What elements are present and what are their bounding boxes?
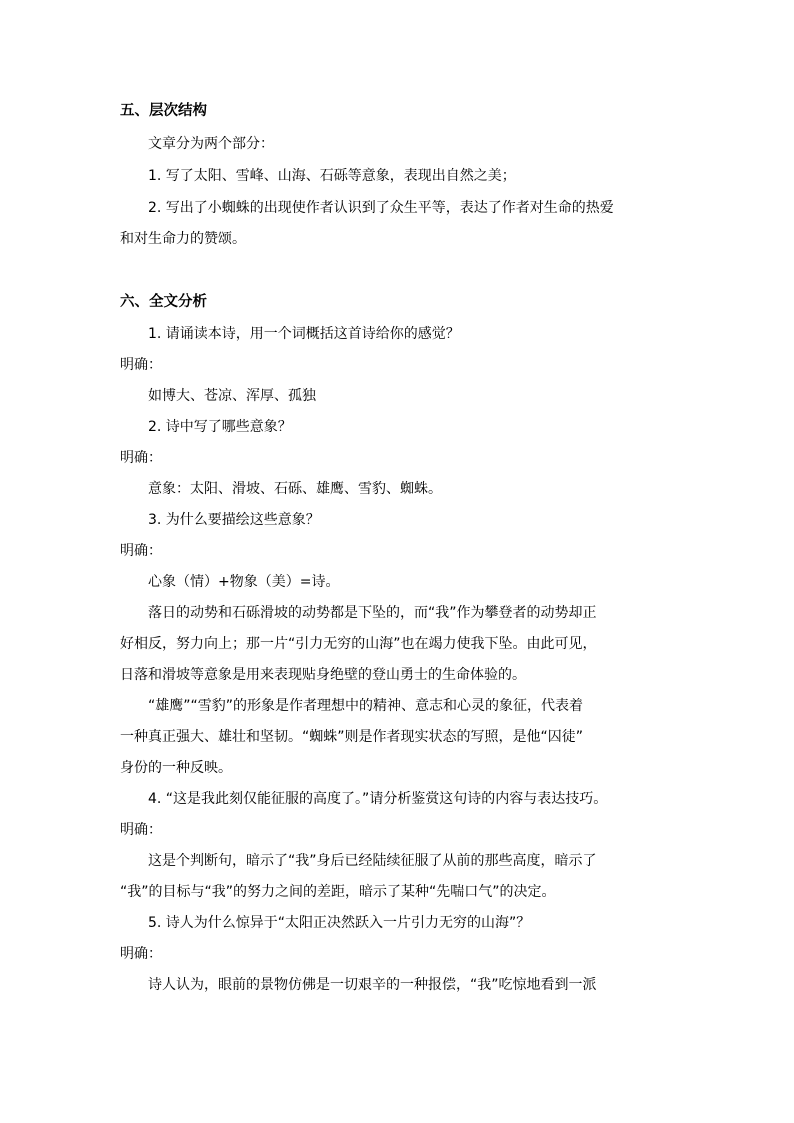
list-item: 1. 写了太阳、雪峰、山海、石砾等意象，表现出自然之美； <box>148 168 516 184</box>
section-heading-analysis: 六、全文分析 <box>120 294 207 310</box>
paragraph-line: 落日的动势和石砾滑坡的动势都是下坠的，而“我”作为攀登者的动势却正 <box>148 605 597 621</box>
question: 5. 诗人为什么惊异于“太阳正决然跃入一片引力无穷的山海”？ <box>148 915 531 931</box>
answer-label: 明确： <box>120 946 162 962</box>
question: 1. 请诵读本诗，用一个词概括这首诗给你的感觉？ <box>148 326 460 342</box>
question: 4. “这是我此刻仅能征服的高度了。”请分析鉴赏这句诗的内容与表达技巧。 <box>148 791 608 807</box>
paragraph-line: 一种真正强大、雄壮和坚韧。“蜘蛛”则是作者现实状态的写照，是他“囚徒” <box>120 729 584 745</box>
answer-label: 明确： <box>120 543 162 559</box>
paragraph-line: 诗人认为，眼前的景物仿佛是一切艰辛的一种报偿，“我”吃惊地看到一派 <box>148 977 597 993</box>
list-item-continuation: 和对生命力的赞颂。 <box>120 231 246 247</box>
paragraph-line: 好相反，努力向上；那一片“引力无穷的山海”也在竭力使我下坠。由此可见， <box>120 636 597 652</box>
answer-label: 明确： <box>120 450 162 466</box>
paragraph-line: 身份的一种反映。 <box>120 760 232 776</box>
answer-label: 明确： <box>120 357 162 373</box>
list-item: 2. 写出了小蜘蛛的出现使作者认识到了众生平等，表达了作者对生命的热爱 <box>148 200 614 216</box>
question: 3. 为什么要描绘这些意象？ <box>148 512 320 528</box>
paragraph-line: 日落和滑坡等意象是用来表现贴身绝壁的登山勇士的生命体验的。 <box>120 667 526 683</box>
question: 2. 诗中写了哪些意象？ <box>148 419 292 435</box>
paragraph-line: “雄鹰”“雪豹”的形象是作者理想中的精神、意志和心灵的象征，代表着 <box>148 698 584 714</box>
answer: 如博大、苍凉、浑厚、孤独 <box>148 388 316 404</box>
answer-label: 明确： <box>120 822 162 838</box>
paragraph-line: “我”的目标与“我”的努力之间的差距，暗示了某种“先喘口气”的决定。 <box>120 884 556 900</box>
answer: 心象（情）+物象（美）=诗。 <box>148 574 340 590</box>
answer: 意象：太阳、滑坡、石砾、雄鹰、雪豹、蜘蛛。 <box>148 481 442 497</box>
section-heading-structure: 五、层次结构 <box>120 103 207 119</box>
paragraph: 文章分为两个部分： <box>148 136 274 152</box>
paragraph-line: 这是个判断句，暗示了“我”身后已经陆续征服了从前的那些高度，暗示了 <box>148 853 597 869</box>
